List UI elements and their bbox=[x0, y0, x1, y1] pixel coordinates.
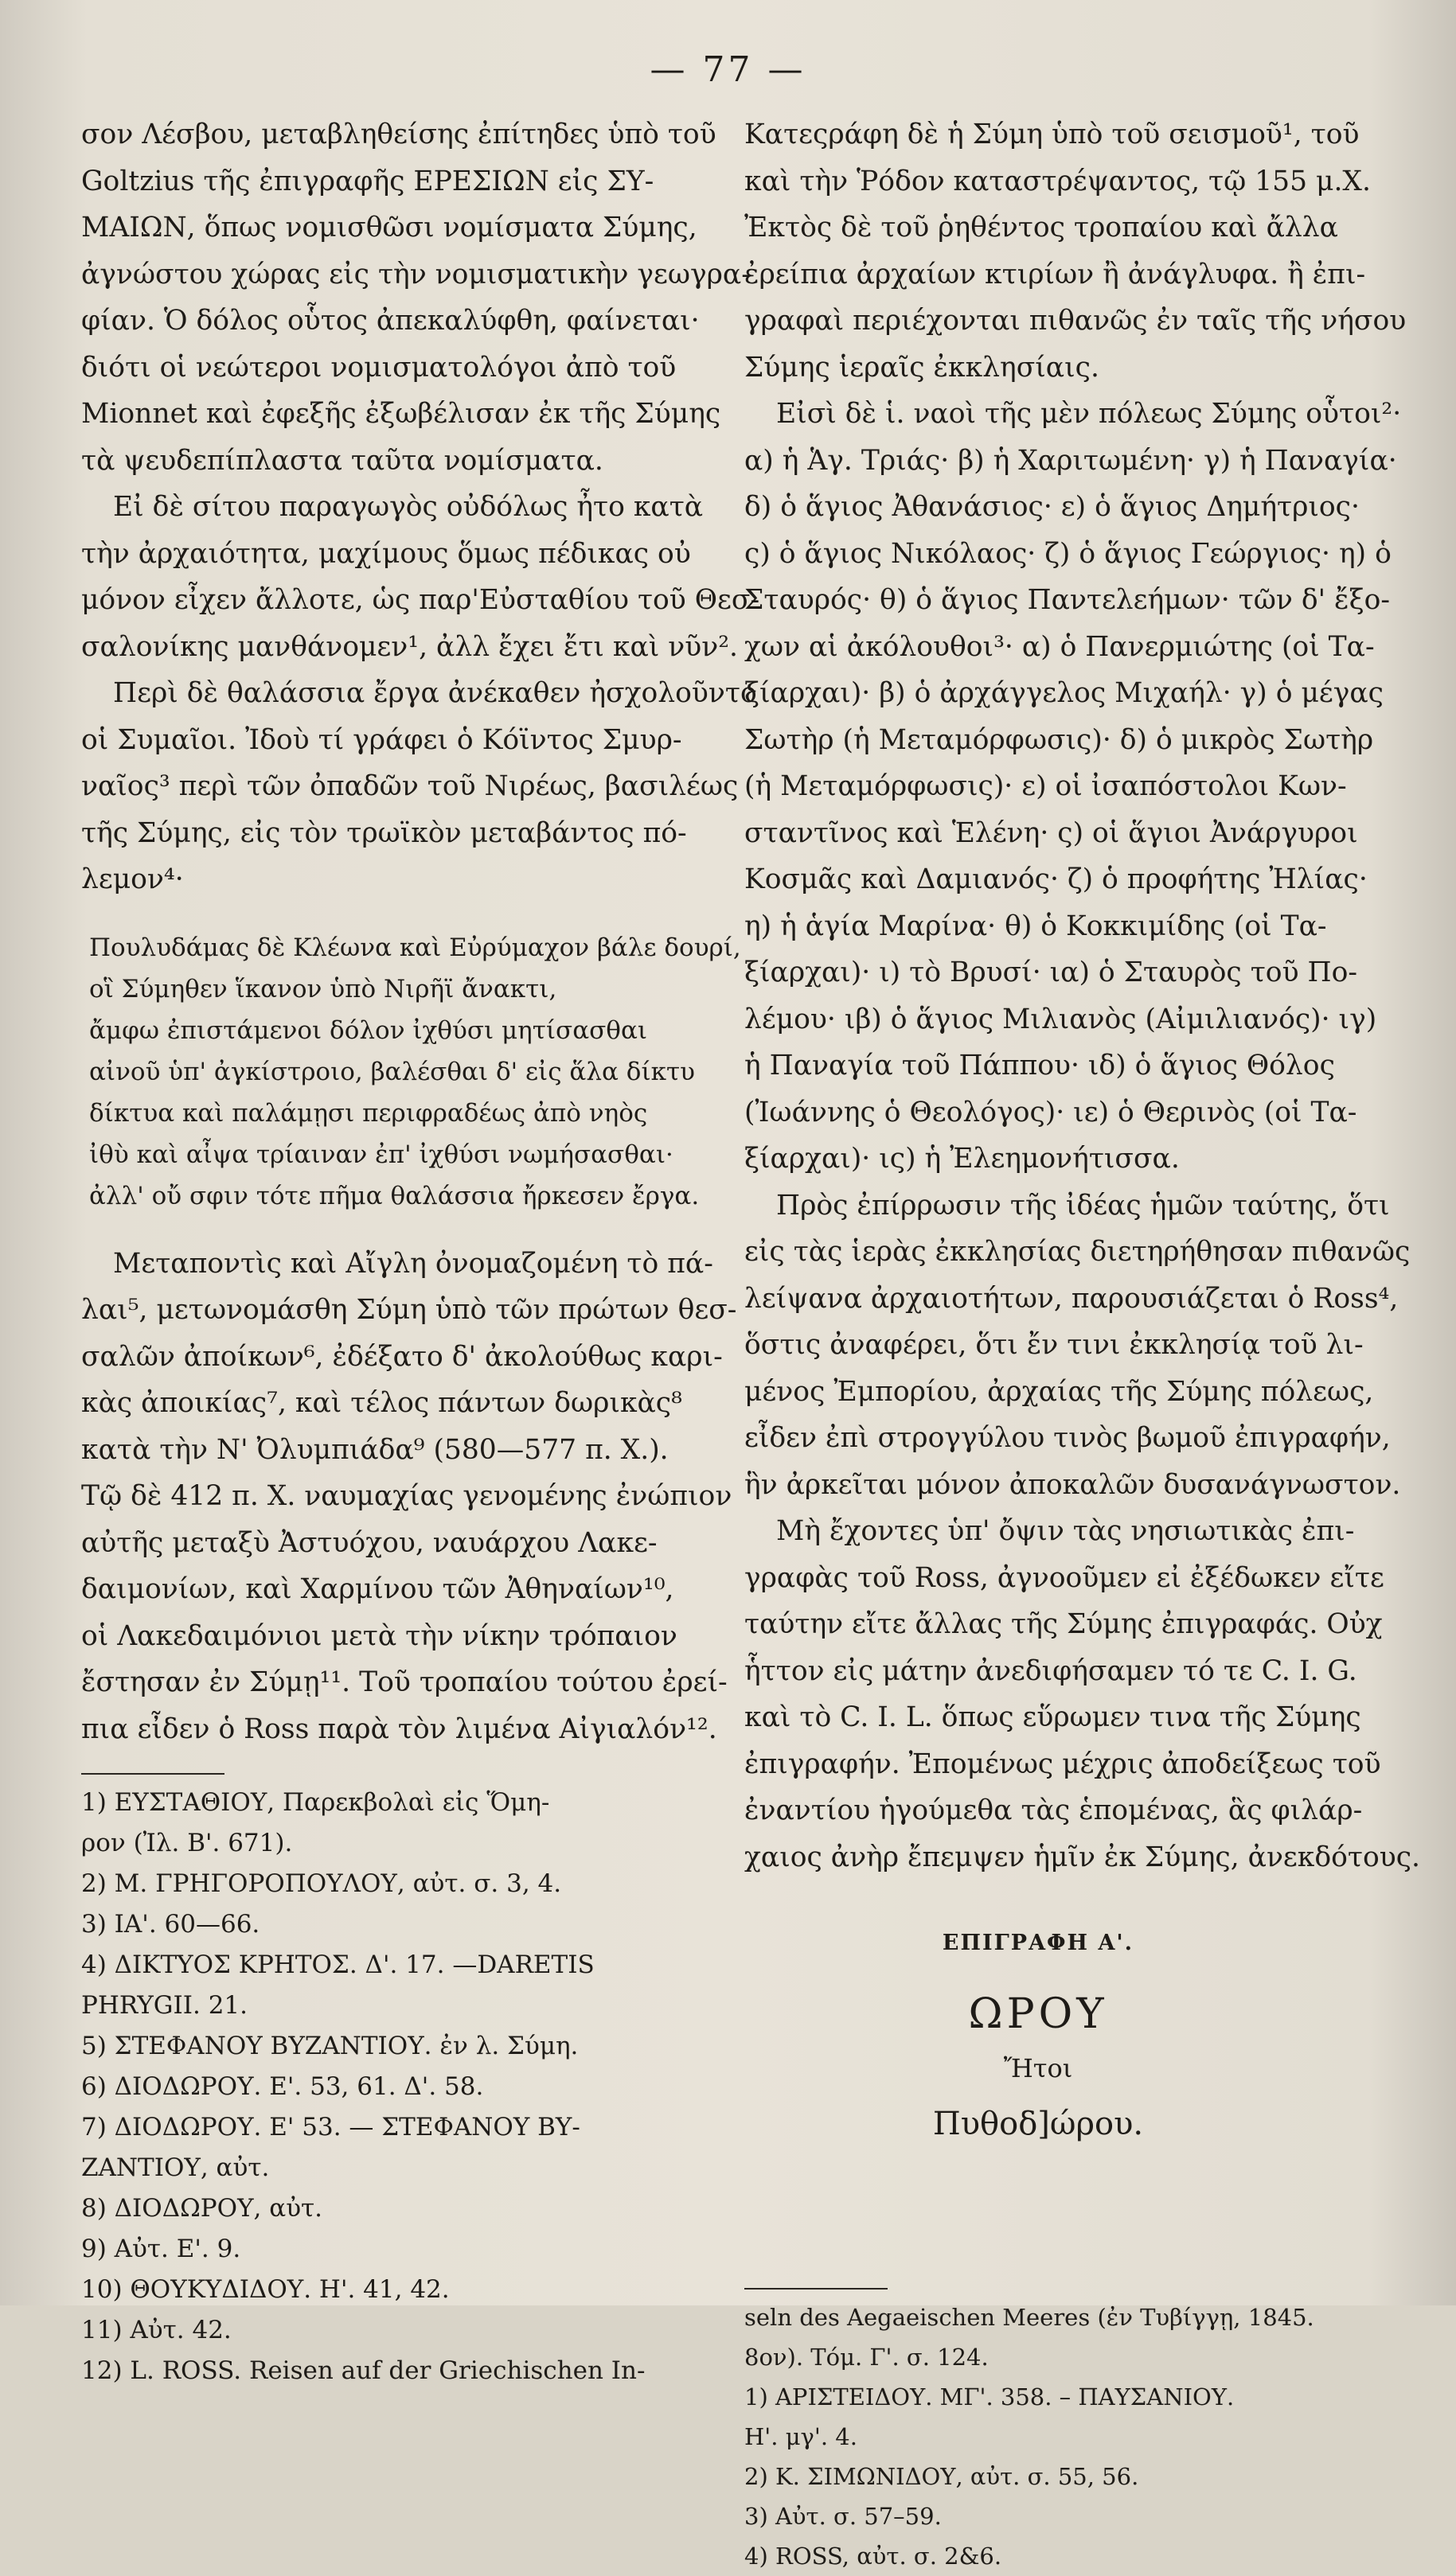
text-line: ἔστησαν ἐν Σύμῃ¹¹. Τοῦ τροπαίου τούτου ἐρεί- bbox=[81, 1666, 728, 1698]
footnote-line: ΖΑΝΤΙΟΥ, αὐτ. bbox=[81, 2153, 270, 2182]
text-line: ὅστις ἀναφέρει, ὅτι ἔν τινι ἐκκλησίᾳ τοῦ λι- bbox=[744, 1329, 1364, 1361]
footnote-line: 4) ΔΙΚΤΥΟΣ ΚΡΗΤΟΣ. Δ'. 17. —DARETIS bbox=[81, 1951, 595, 1979]
left-column bbox=[81, 111, 760, 2391]
text-line: ναῖος³ περὶ τῶν ὀπαδῶν τοῦ Νιρέως, βασιλέως bbox=[81, 770, 739, 802]
footnote-rule bbox=[81, 1773, 224, 1775]
footnote-line: 8) ΔΙΟΔΩΡΟΥ, αὐτ. bbox=[81, 2194, 323, 2223]
inscription-label: ΕΠΙΓΡΑΦΗ Α'. bbox=[942, 1931, 1134, 1955]
paragraph bbox=[744, 1508, 1421, 1880]
text-line: ξίαρχαι)· ι) τὸ Βρυσί· ια) ὁ Σταυρὸς τοῦ Πο- bbox=[744, 957, 1358, 988]
verse-line: ἀλλ' οὔ σφιν τότε πῆμα θαλάσσια ἤρκεσεν ἔργα. bbox=[89, 1181, 700, 1210]
text-line: Goltzius τῆς ἐπιγραφῆς ΕΡΕΣΙΩΝ εἰς ΣΥ- bbox=[81, 165, 654, 197]
text-line: τὴν ἀρχαιότητα, μαχίμους ὅμως πέδικας οὐ bbox=[81, 537, 691, 570]
footnote-line: PHRYGII. 21. bbox=[81, 1991, 248, 2020]
text-line: γραφὰς τοῦ Ross, ἀγνοοῦμεν εἰ ἐξέδωκεν εἴτε bbox=[744, 1561, 1384, 1594]
text-line: Κοσμᾶς καὶ Δαμιανός· ζ) ὁ προφήτης Ἠλίας· bbox=[744, 863, 1368, 895]
paragraph bbox=[81, 484, 760, 670]
footnote-line: 5) ΣΤΕΦΑΝΟΥ ΒΥΖΑΝΤΙΟΥ. ἐν λ. Σύμη. bbox=[81, 2032, 579, 2060]
verse-line: ἄμφω ἐπιστάμενοι δόλον ἰχθύσι μητίσασθαι bbox=[89, 1015, 648, 1045]
epic-quotation bbox=[81, 927, 741, 1217]
verse-line: ἰθὺ καὶ αἶψα τρίαιναν ἐπ' ἰχθύσι νωμήσασθαι· bbox=[89, 1140, 673, 1169]
text-line: ΜΑΙΩΝ, ὅπως νομισθῶσι νομίσματα Σύμης, bbox=[81, 212, 697, 244]
text-line: λέμου· ιβ) ὁ ἅγιος Μιλιανὸς (Αἰμιλιανός)· ιγ) bbox=[744, 1003, 1377, 1035]
text-line: Περὶ δὲ θαλάσσια ἔργα ἀνέκαθεν ἠσχολοῦντο bbox=[113, 677, 757, 709]
text-line: σαλονίκης μανθάνομεν¹, ἀλλ ἔχει ἔτι καὶ νῦν². bbox=[81, 630, 738, 663]
footnote-line: 2) Μ. ΓΡΗΓΟΡΟΠΟΥΛΟΥ, αὐτ. σ. 3, 4. bbox=[81, 1869, 562, 1898]
text-line: πια εἶδεν ὁ Ross παρὰ τὸν λιμένα Αἰγιαλόν¹². bbox=[81, 1713, 717, 1745]
text-line: εἶδεν ἐπὶ στρογγύλου τινὸς βωμοῦ ἐπιγραφήν, bbox=[744, 1422, 1391, 1454]
text-line: τῆς Σύμης, εἰς τὸν τρωϊκὸν μεταβάντος πό- bbox=[81, 816, 687, 849]
text-line: χων αἱ ἀκόλουθοι³· α) ὁ Πανερμιώτης (οἱ Τα- bbox=[744, 630, 1375, 663]
text-line: διότι οἱ νεώτεροι νομισματολόγοι ἀπὸ τοῦ bbox=[81, 351, 677, 384]
text-line: (ἡ Μεταμόρφωσις)· ε) οἱ ἰσαπόστολοι Κων- bbox=[744, 770, 1347, 802]
text-line: Τῷ δὲ 412 π. Χ. ναυμαχίας γενομένης ἐνώπιον bbox=[81, 1480, 732, 1512]
footnote-line: ρον (Ἰλ. Β'. 671). bbox=[81, 1829, 293, 1857]
text-line: οἱ Λακεδαιμόνιοι μετὰ τὴν νίκην τρόπαιον bbox=[81, 1619, 677, 1652]
footnote-line: seln des Aegaeischen Meeres (ἐν Τυβίγγῃ, 1845. bbox=[744, 2303, 1314, 2331]
text-line: μόνον εἶχεν ἄλλοτε, ὡς παρ'Εὐσταθίου τοῦ Θεσ- bbox=[81, 584, 760, 616]
footnote-line: 1) ΕΥΣΤΑΘΙΟΥ, Παρεκβολαὶ εἰς Ὅμη- bbox=[81, 1788, 550, 1817]
footnote-line: 11) Αὐτ. 42. bbox=[81, 2316, 232, 2344]
footnote-line: 3) ΙΑ'. 60—66. bbox=[81, 1910, 260, 1939]
text-line: Πρὸς ἐπίρρωσιν τῆς ἰδέας ἡμῶν ταύτης, ὅτι bbox=[776, 1189, 1390, 1222]
text-line: α) ἡ Ἁγ. Τριάς· β) ἡ Χαριτωμένη· γ) ἡ Παναγία· bbox=[744, 444, 1397, 477]
text-line: ἐπιγραφήν. Ἐπομένως μέχρις ἀποδείξεως τοῦ bbox=[744, 1748, 1381, 1780]
text-line: Ἐκτὸς δὲ τοῦ ῥηθέντος τροπαίου καὶ ἄλλα bbox=[744, 212, 1338, 244]
verse-line: δίκτυα καὶ παλάμῃσι περιφραδέως ἀπὸ νηὸς bbox=[89, 1098, 648, 1128]
text-line: Σύμης ἱεραῖς ἐκκλησίαις. bbox=[744, 351, 1099, 384]
text-line: αὐτῆς μεταξὺ Ἀστυόχου, ναυάρχου Λακε- bbox=[81, 1526, 658, 1559]
text-line: δαιμονίων, καὶ Χαρμίνου τῶν Ἀθηναίων¹⁰, bbox=[81, 1573, 674, 1605]
paragraph bbox=[744, 1183, 1411, 1509]
text-line: Μεταποντὶς καὶ Αἴγλη ὀνομαζομένη τὸ πά- bbox=[113, 1247, 713, 1280]
text-line: φίαν. Ὁ δόλος οὗτος ἀπεκαλύφθη, φαίνεται· bbox=[81, 305, 700, 337]
text-line: Mionnet καὶ ἐφεξῆς ἐξωβέλισαν ἐκ τῆς Σύμης bbox=[81, 398, 721, 430]
footnote-line: 2) Κ. ΣΙΜΩΝΙΔΟΥ, αὐτ. σ. 55, 56. bbox=[744, 2462, 1139, 2490]
text-line: η) ἡ ἁγία Μαρίνα· θ) ὁ Κοκκιμίδης (οἱ Τα- bbox=[744, 910, 1327, 942]
text-line: ἐρείπια ἀρχαίων κτιρίων ἢ ἀνάγλυφα. ἢ ἐπι- bbox=[744, 258, 1366, 290]
text-line: λείψανα ἀρχαιοτήτων, παρουσιάζεται ὁ Ross⁴, bbox=[744, 1282, 1399, 1315]
footnote-line: 12) L. ROSS. Reisen auf der Griechischen In- bbox=[81, 2356, 646, 2385]
footnote-line: Η'. μγ'. 4. bbox=[744, 2422, 857, 2450]
text-line: λαι⁵, μετωνομάσθη Σύμη ὑπὸ τῶν πρώτων θεσ- bbox=[81, 1294, 737, 1326]
footnote-line: 6) ΔΙΟΔΩΡΟΥ. Ε'. 53, 61. Δ'. 58. bbox=[81, 2072, 484, 2101]
footnote-line: 10) ΘΟΥΚΥΔΙΔΟΥ. Η'. 41, 42. bbox=[81, 2275, 450, 2304]
text-line: Κατεςράφη δὲ ἡ Σύμη ὑπὸ τοῦ σεισμοῦ¹, τοῦ bbox=[744, 119, 1360, 150]
text-line: γραφαὶ περιέχονται πιθανῶς ἐν ταῖς τῆς νήσου bbox=[744, 305, 1407, 337]
text-line: ς) ὁ ἅγιος Νικόλαος· ζ) ὁ ἅγιος Γεώργιος· η) ὁ bbox=[744, 537, 1392, 570]
text-line: μένος Ἐμπορίου, ἀρχαίας τῆς Σύμης πόλεως, bbox=[744, 1375, 1374, 1408]
text-line: (Ἰωάννης ὁ Θεολόγος)· ιε) ὁ Θερινὸς (οἱ Τα- bbox=[744, 1096, 1357, 1128]
footnote-line: 1) ΑΡΙΣΤΕΙΔΟΥ. ΜΓ'. 358. – ΠΑΥΣΑΝΙΟΥ. bbox=[744, 2383, 1235, 2410]
text-line: ταύτην εἴτε ἄλλας τῆς Σύμης ἐπιγραφάς. Οὐχ bbox=[744, 1608, 1383, 1640]
page-number: — 77 — bbox=[650, 49, 806, 90]
text-line: ξίαρχαι)· β) ὁ ἀρχάγγελος Μιχαήλ· γ) ὁ μέγας bbox=[744, 677, 1384, 709]
text-line: ἡ Παναγία τοῦ Πάππου· ιδ) ὁ ἅγιος Θόλος bbox=[744, 1050, 1335, 1081]
verse-line: αἰνοῦ ὑπ' ἀγκίστροιο, βαλέσθαι δ' εἰς ἅλα δίκτυ bbox=[89, 1057, 695, 1086]
verse-line: Πουλυδάμας δὲ Κλέωνα καὶ Εὐρύμαχον βάλε δουρί, bbox=[89, 933, 741, 962]
text-line: δ) ὁ ἅγιος Ἀθανάσιος· ε) ὁ ἅγιος Δημήτριος· bbox=[744, 491, 1360, 523]
inscription-name: ΩΡΟΥ bbox=[968, 1989, 1108, 2038]
footnote-line: 4) ROSS, αὐτ. σ. 2&6. bbox=[744, 2542, 1002, 2570]
text-line: εἰς τὰς ἱερὰς ἐκκλησίας διετηρήθησαν πιθανῶς bbox=[744, 1236, 1411, 1268]
text-line: Εἰσὶ δὲ ἱ. ναοὶ τῆς μὲν πόλεως Σύμης οὗτοι²· bbox=[776, 398, 1402, 430]
inscription-conjunction: Ἤτοι bbox=[1003, 2052, 1073, 2083]
left-footnotes bbox=[81, 1783, 678, 2391]
right-footnotes bbox=[744, 2297, 1332, 2576]
text-line: ἀγνώστου χώρας εἰς τὴν νομισματικὴν γεωγρα- bbox=[81, 258, 751, 290]
right-paragraphs bbox=[744, 111, 1421, 1880]
text-line: ἣν ἀρκεῖται μόνον ἀποκαλῶν δυσανάγνωστον. bbox=[744, 1468, 1401, 1501]
inscription-alternative-name: Πυθοδ]ώρου. bbox=[932, 2106, 1144, 2142]
text-line: κὰς ἀποικίας⁷, καὶ τέλος πάντων δωρικὰς⁸ bbox=[81, 1387, 682, 1419]
text-line: σταντῖνος καὶ Ἑλένη· ς) οἱ ἅγιοι Ἀνάργυροι bbox=[744, 816, 1358, 849]
text-line: ἧττον εἰς μάτην ἀνεδιφήσαμεν τό τε C. I. G. bbox=[744, 1654, 1357, 1687]
text-line: τὰ ψευδεπίπλαστα ταῦτα νομίσματα. bbox=[81, 444, 603, 477]
text-line: καὶ τὴν Ῥόδον καταστρέψαντος, τῷ 155 μ.Χ. bbox=[744, 165, 1371, 197]
paragraph bbox=[81, 670, 757, 903]
text-line: Εἰ δὲ σίτου παραγωγὸς οὐδόλως ἦτο κατὰ bbox=[113, 491, 704, 523]
left-paragraph-after-quote bbox=[81, 1241, 737, 1753]
text-line: σον Λέσβου, μεταβληθείσης ἐπίτηδες ὑπὸ τοῦ bbox=[81, 119, 716, 150]
text-line: Μὴ ἔχοντες ὑπ' ὄψιν τὰς νησιωτικὰς ἐπι- bbox=[776, 1515, 1355, 1547]
text-line: σαλῶν ἀποίκων⁶, ἐδέξατο δ' ἀκολούθως καρι- bbox=[81, 1340, 723, 1373]
paragraph bbox=[81, 111, 751, 484]
text-line: οἱ Συμαῖοι. Ἰδοὺ τί γράφει ὁ Κόϊντος Σμυρ- bbox=[81, 723, 682, 756]
text-line: λεμον⁴· bbox=[81, 863, 184, 895]
right-column bbox=[744, 111, 1421, 2576]
footnote-line: 3) Αὐτ. σ. 57–59. bbox=[744, 2502, 942, 2530]
footnote-line: 9) Αὐτ. Ε'. 9. bbox=[81, 2235, 241, 2263]
text-line: καὶ τὸ C. I. L. ὅπως εὕρωμεν τινα τῆς Σύμης bbox=[744, 1701, 1361, 1733]
footnote-line: 8ον). Τόμ. Γ'. σ. 124. bbox=[744, 2343, 989, 2371]
footnote-line: 7) ΔΙΟΔΩΡΟΥ. Ε' 53. — ΣΤΕΦΑΝΟΥ ΒΥ- bbox=[81, 2113, 580, 2141]
text-line: ξίαρχαι)· ις) ἡ Ἐλεημονήτισσα. bbox=[744, 1143, 1180, 1175]
text-line: Σωτὴρ (ἡ Μεταμόρφωσις)· δ) ὁ μικρὸς Σωτὴρ bbox=[744, 723, 1374, 756]
text-line: ἐναντίου ἡγούμεθα τὰς ἑπομένας, ἃς φιλάρ- bbox=[744, 1795, 1363, 1826]
verse-line: οἳ Σύμηθεν ἵκανον ὑπὸ Νιρῆϊ ἄνακτι, bbox=[89, 974, 557, 1004]
footnote-rule-right bbox=[744, 2288, 888, 2290]
text-line: Σταυρός· θ) ὁ ἅγιος Παντελεήμων· τῶν δ' ἔξο- bbox=[744, 584, 1391, 616]
left-paragraphs bbox=[81, 111, 760, 903]
paragraph bbox=[744, 111, 1407, 391]
text-line: χαιος ἀνὴρ ἔπεμψεν ἡμῖν ἐκ Σύμης, ἀνεκδότους. bbox=[744, 1841, 1421, 1873]
paragraph bbox=[744, 391, 1402, 1183]
text-line: κατὰ τὴν Ν' Ὀλυμπιάδα⁹ (580—577 π. Χ.). bbox=[81, 1433, 669, 1466]
